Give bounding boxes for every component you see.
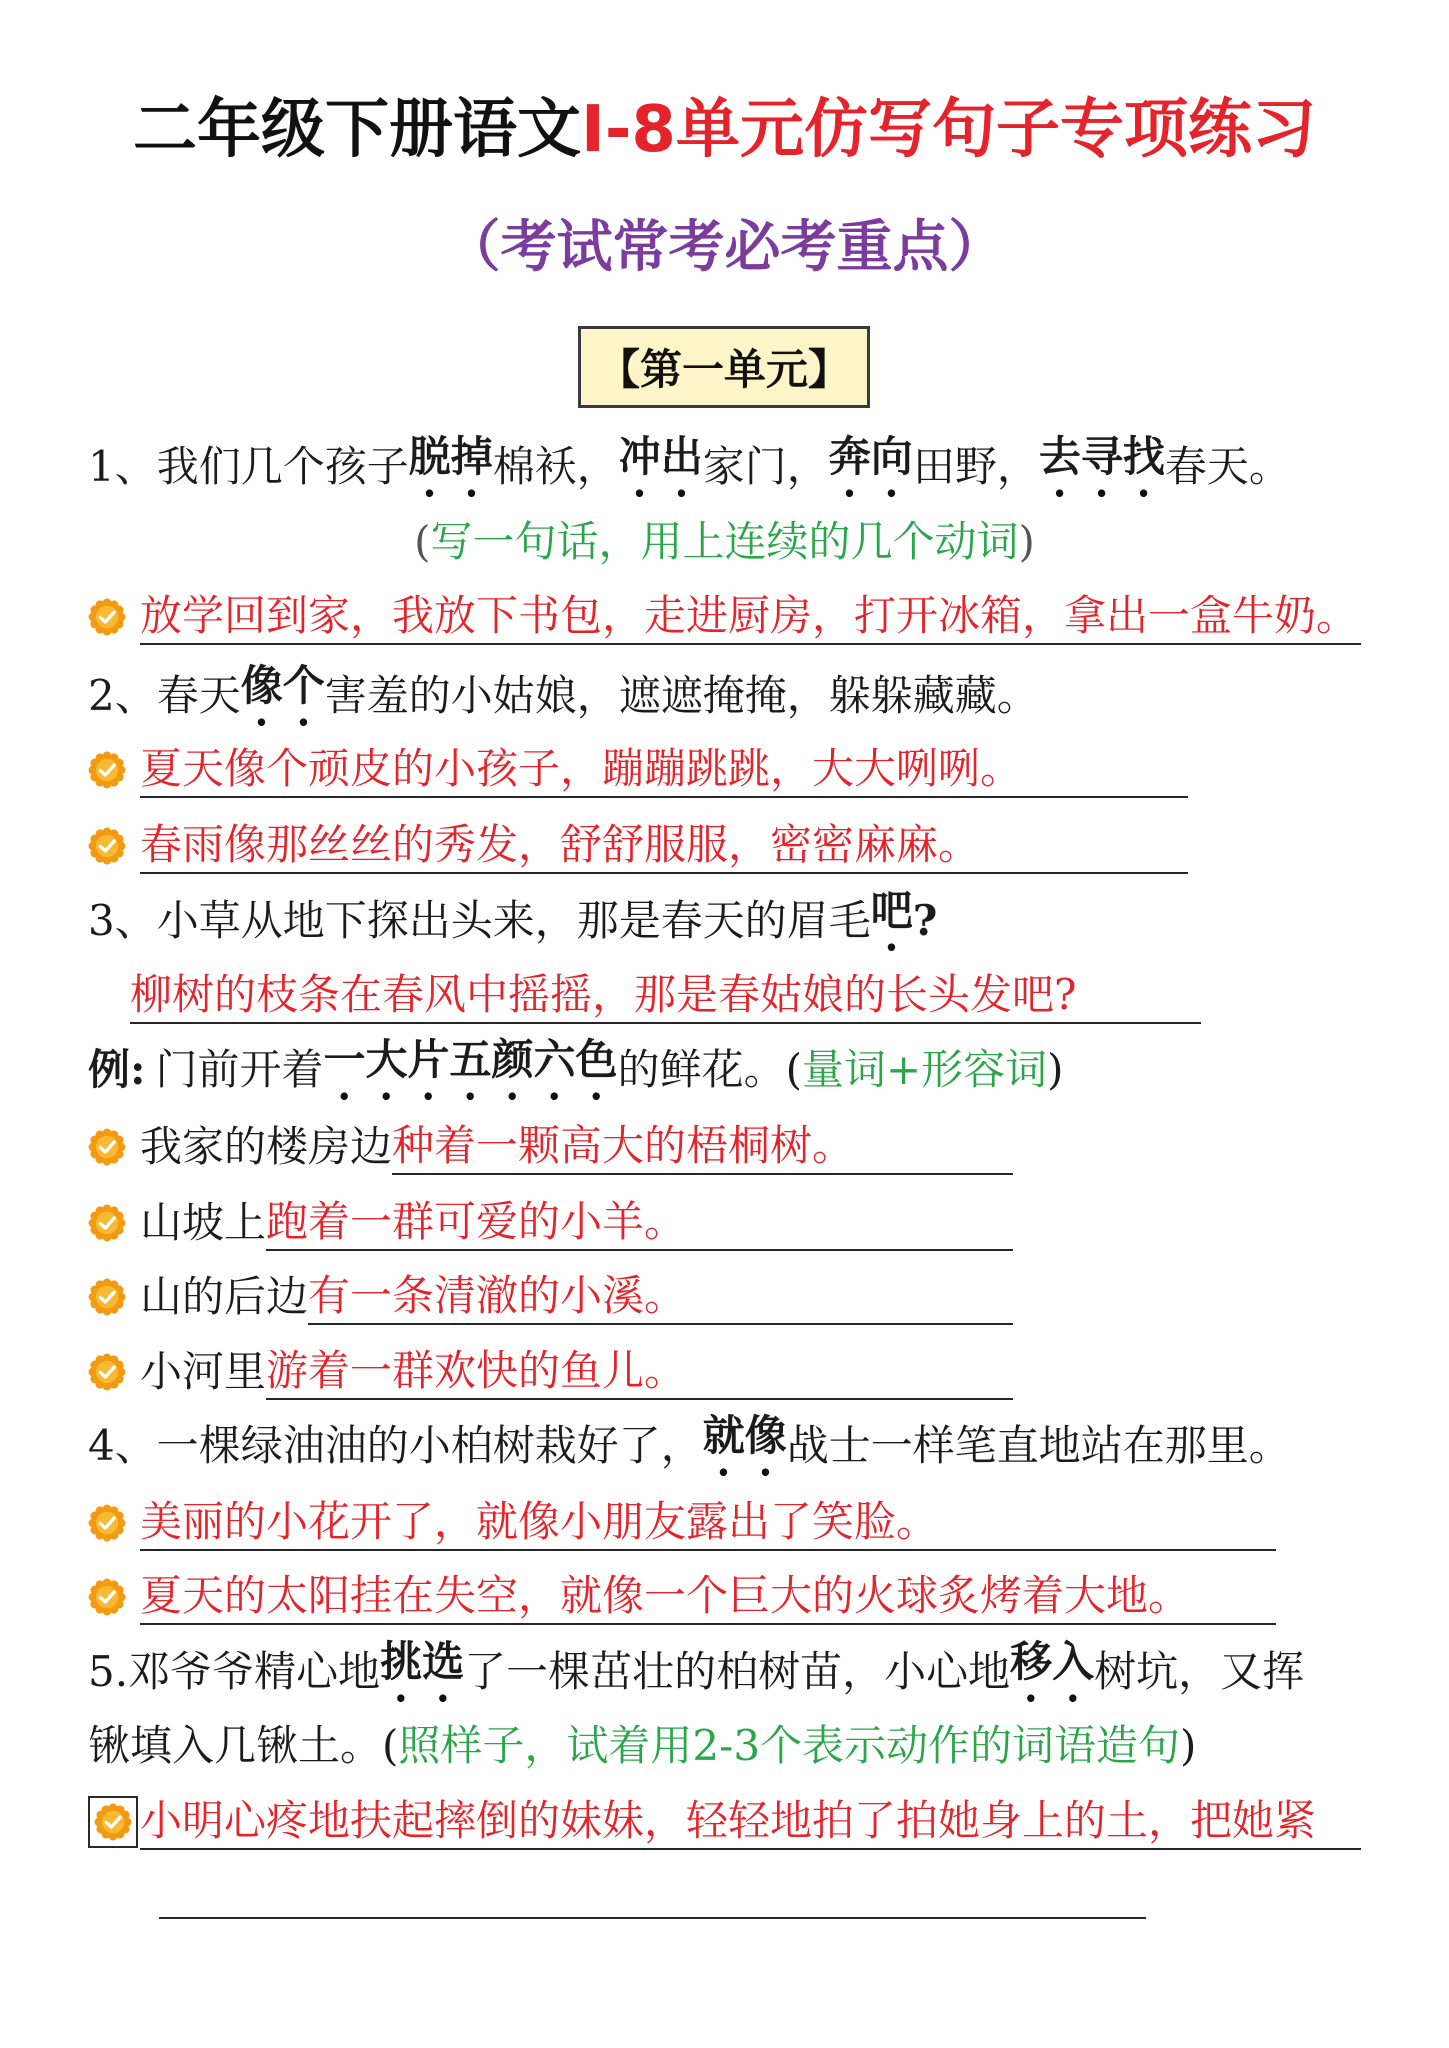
sentence-text: 门前开着 <box>155 1045 324 1094</box>
sentence-text: 1、我们几个孩子 <box>88 442 409 491</box>
question-4-answer-2 <box>88 1569 1276 1625</box>
check-badge-icon <box>88 1578 126 1616</box>
sentence-text: 锹填入几锹土。 <box>88 1721 383 1770</box>
emphasized-word: 像个 <box>240 660 325 710</box>
check-badge-icon <box>88 1353 126 1391</box>
answer-text: 放学回到家，我放下书包，走进厨房，打开冰箱，拿出一盒牛奶。 <box>140 589 1361 645</box>
hint-text: 照样子，试着用2-3个表示动作的词语造句 <box>398 1721 1181 1770</box>
hint-open-paren: ( <box>785 1045 802 1094</box>
sentence-text: 4、一棵绿油油的小柏树栽好了， <box>88 1421 703 1470</box>
emphasized-verb: 脱掉 <box>408 431 493 481</box>
hint-text: 量词+形容词 <box>801 1045 1048 1094</box>
page-subtitle: （考试常考必考重点） <box>444 215 1005 280</box>
question-2-answer-1 <box>88 742 1188 798</box>
emphasized-word: 吧 <box>870 885 913 935</box>
check-badge-icon <box>88 827 126 865</box>
answer-text: 种着一颗高大的梧桐树。 <box>392 1119 1013 1175</box>
example-item <box>88 1119 1013 1175</box>
hint-text: 写一句话，用上连续的几个动词 <box>430 517 1019 566</box>
emphasized-adjective: 五颜六色 <box>449 1034 618 1084</box>
check-badge-icon <box>88 751 126 789</box>
sentence-text: 春天。 <box>1164 442 1291 491</box>
sentence-text: 树坑，又挥 <box>1094 1647 1305 1696</box>
hint-close-paren: ) <box>1018 517 1035 566</box>
answer-text: 春雨像那丝丝的秀发，舒舒服服，密密麻麻。 <box>140 818 1188 874</box>
sentence-text: 家门， <box>702 442 829 491</box>
page-title <box>0 88 1449 172</box>
sentence-text: 2、春天 <box>88 671 241 720</box>
emphasized-verb: 移入 <box>1010 1636 1095 1686</box>
answer-text: 小明心疼地扶起摔倒的妹妹，轻轻地拍了拍她身上的土，把她紧 <box>140 1794 1361 1850</box>
answer-text: 跑着一群可爱的小羊。 <box>266 1195 1013 1251</box>
check-badge-icon <box>88 1504 126 1542</box>
question-5-sentence-line-2 <box>88 1718 1196 1774</box>
blank-answer-line <box>159 1917 1146 1919</box>
answer-text: 夏天的太阳挂在失空，就像一个巨大的火球炙烤着大地。 <box>140 1569 1276 1625</box>
emphasized-verb: 冲出 <box>618 431 703 481</box>
sentence-text: 了一棵茁壮的柏树苗，小心地 <box>464 1647 1011 1696</box>
sentence-text: 棉袄， <box>492 442 619 491</box>
answer-text: 美丽的小花开了，就像小朋友露出了笑脸。 <box>140 1495 1276 1551</box>
question-1-hint <box>0 514 1449 570</box>
sentence-text: 战士一样笔直地站在那里。 <box>786 1421 1291 1470</box>
check-badge-icon <box>88 1278 126 1316</box>
sentence-text: 田野， <box>912 442 1039 491</box>
answer-text: 夏天像个顽皮的小孩子，蹦蹦跳跳，大大咧咧。 <box>140 742 1188 798</box>
answer-text: 有一条清澈的小溪。 <box>308 1269 1013 1325</box>
example-prefix: 山坡上 <box>140 1198 267 1247</box>
hint-open-paren: ( <box>414 517 431 566</box>
question-3-sentence <box>88 885 938 949</box>
emphasized-word: 就像 <box>702 1410 787 1460</box>
example-prefix: 小河里 <box>140 1347 267 1396</box>
emphasized-verb: 挑选 <box>380 1636 465 1686</box>
question-1-sentence <box>88 431 1291 495</box>
question-4-answer-1 <box>88 1495 1276 1551</box>
question-2-answer-2 <box>88 818 1188 874</box>
check-badge-icon <box>94 1803 132 1841</box>
check-badge-icon <box>88 1204 126 1242</box>
question-5-answer <box>88 1794 1361 1850</box>
sentence-text: 的鲜花。 <box>617 1045 786 1094</box>
section-label: 【第一单元】 <box>578 326 870 408</box>
example-prefix: 我家的楼房边 <box>140 1122 393 1171</box>
example-sentence <box>88 1034 1064 1098</box>
example-label: 例: <box>88 1045 146 1094</box>
answer-text: 柳树的枝条在春风中摇摇，那是春姑娘的长头发吧? <box>130 968 1201 1024</box>
emphasized-quantifier: 一大片 <box>323 1034 450 1084</box>
sentence-text: 5.邓爷爷精心地 <box>88 1647 381 1696</box>
example-item <box>88 1269 1013 1325</box>
question-1-answer <box>88 589 1361 645</box>
selected-badge-frame <box>88 1796 138 1848</box>
example-prefix: 山的后边 <box>140 1272 309 1321</box>
example-item <box>88 1344 1013 1400</box>
hint-open-paren: ( <box>382 1721 399 1770</box>
example-item <box>88 1195 1013 1251</box>
question-3-answer <box>130 968 1201 1024</box>
hint-close-paren: ) <box>1047 1045 1064 1094</box>
question-4-sentence <box>88 1410 1291 1474</box>
question-2-sentence <box>88 660 1039 724</box>
emphasized-verb: 奔向 <box>828 431 913 481</box>
title-black-part: 二年级下册语文 <box>133 93 582 167</box>
answer-text: 游着一群欢快的鱼儿。 <box>266 1344 1013 1400</box>
question-5-sentence-line-1 <box>88 1636 1305 1700</box>
sentence-text: 害羞的小姑娘，遮遮掩掩，躲躲藏藏。 <box>324 671 1039 720</box>
emphasized-verb: 去寻找 <box>1038 431 1165 481</box>
check-badge-icon <box>88 598 126 636</box>
question-mark: ? <box>912 896 938 945</box>
sentence-text: 3、小草从地下探出头来，那是春天的眉毛 <box>88 896 871 945</box>
title-red-part: I-8单元仿写句子专项练习 <box>581 93 1316 167</box>
check-badge-icon <box>88 1128 126 1166</box>
hint-close-paren: ) <box>1180 1721 1197 1770</box>
